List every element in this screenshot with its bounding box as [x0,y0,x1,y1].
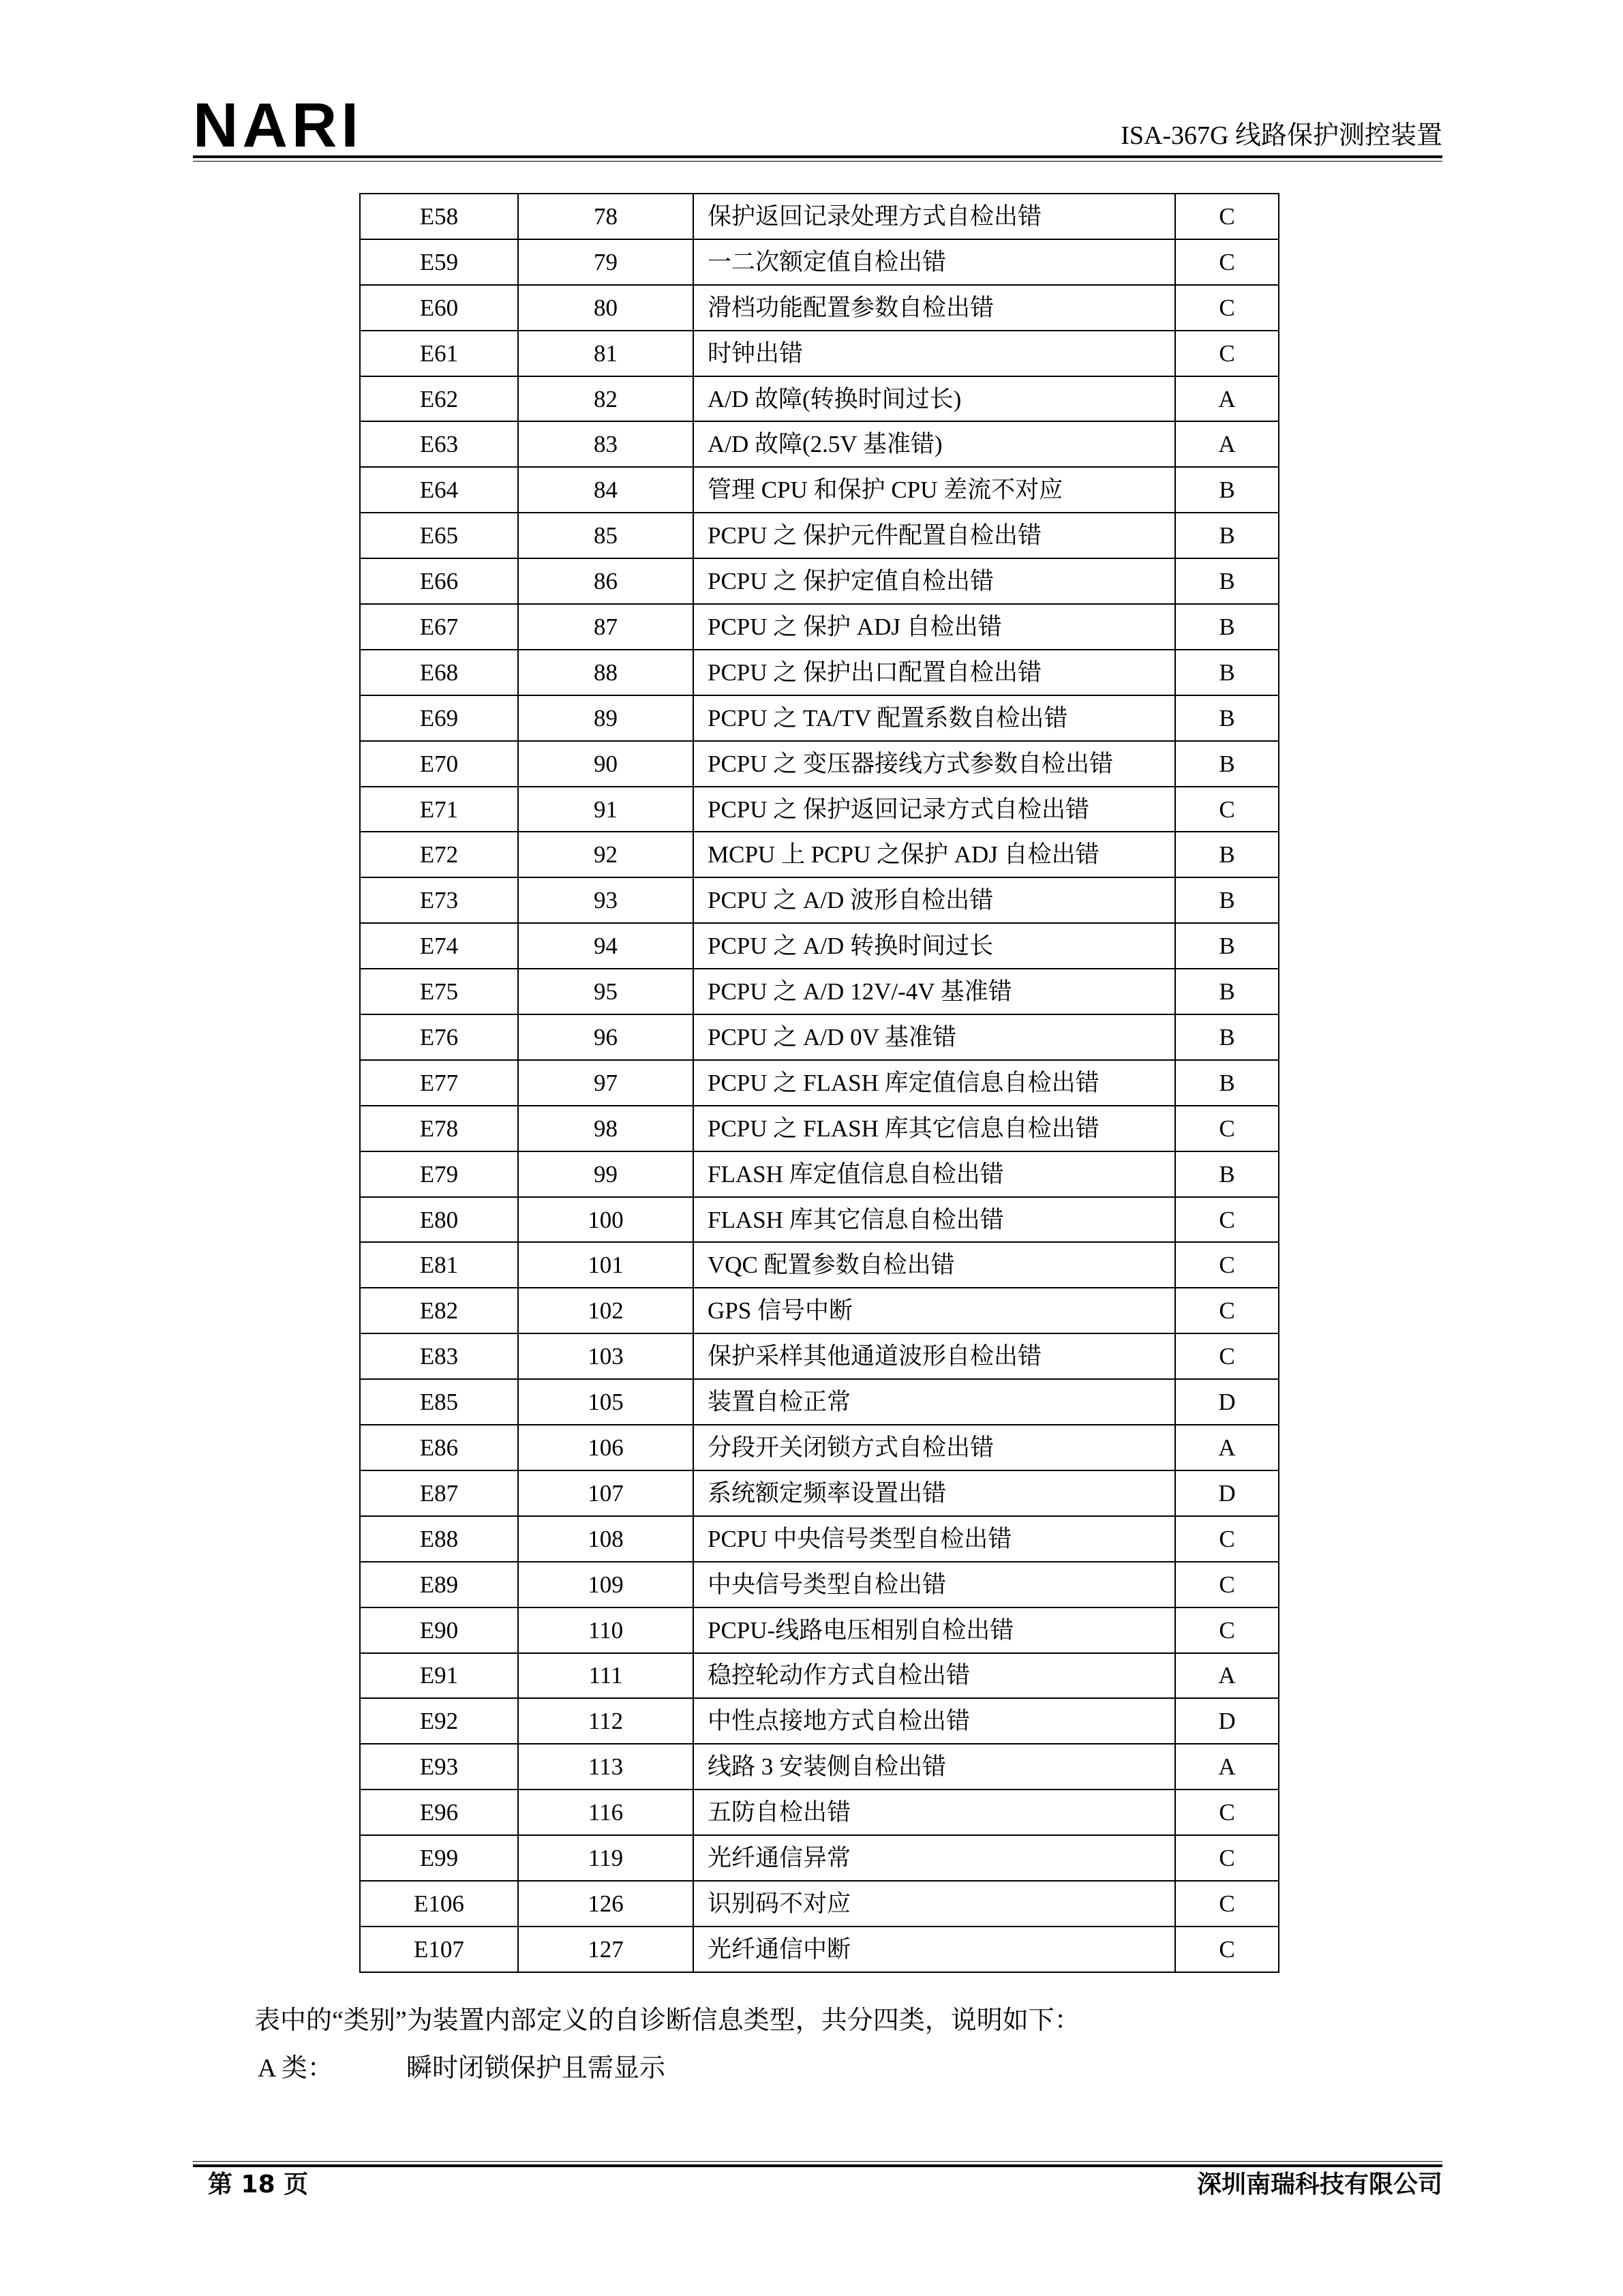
category-cell: C [1175,194,1279,239]
category-cell: C [1175,1288,1279,1333]
description-cell: 五防自检出错 [693,1789,1175,1835]
description-cell: 保护返回记录处理方式自检出错 [693,194,1175,239]
event-number-cell: 111 [518,1653,693,1699]
description-cell: GPS 信号中断 [693,1288,1175,1333]
category-cell: B [1175,604,1279,650]
description-cell: 光纤通信异常 [693,1835,1175,1881]
error-code-cell: E69 [360,695,518,741]
error-code-cell: E76 [360,1014,518,1060]
category-cell: B [1175,832,1279,877]
table-row [360,1789,1279,1835]
company-name: 深圳南瑞科技有限公司 [1196,2171,1442,2199]
description-cell: PCPU 之 A/D 波形自检出错 [693,877,1175,923]
description-cell: PCPU 之 A/D 0V 基准错 [693,1014,1175,1060]
event-number-cell: 107 [518,1470,693,1516]
table-row [360,1242,1279,1288]
category-cell: C [1175,1197,1279,1243]
event-number-cell: 78 [518,194,693,239]
category-cell: B [1175,923,1279,969]
event-number-cell: 109 [518,1562,693,1607]
description-cell: 中央信号类型自检出错 [693,1562,1175,1607]
table-row [360,194,1279,239]
category-cell: C [1175,1789,1279,1835]
event-number-cell: 127 [518,1927,693,1972]
table-row [360,1653,1279,1699]
error-code-cell: E65 [360,513,518,558]
table-row [360,1106,1279,1151]
class-a-label: A 类： [258,2054,333,2083]
description-cell: 滑档功能配置参数自检出错 [693,285,1175,331]
event-number-cell: 90 [518,741,693,787]
category-cell: B [1175,558,1279,604]
category-cell: B [1175,1151,1279,1197]
error-code-cell: E99 [360,1835,518,1881]
category-cell: C [1175,1881,1279,1927]
event-number-cell: 126 [518,1881,693,1927]
description-cell: FLASH 库定值信息自检出错 [693,1151,1175,1197]
error-code-cell: E73 [360,877,518,923]
table-row [360,1607,1279,1653]
description-cell: 保护采样其他通道波形自检出错 [693,1333,1175,1379]
event-number-cell: 82 [518,376,693,422]
error-code-cell: E92 [360,1698,518,1744]
event-number-cell: 95 [518,969,693,1014]
category-cell: C [1175,1106,1279,1151]
table-row [360,1197,1279,1243]
category-cell: C [1175,787,1279,832]
event-number-cell: 91 [518,787,693,832]
table-row [360,285,1279,331]
table-row [360,331,1279,376]
event-number-cell: 112 [518,1698,693,1744]
event-number-cell: 113 [518,1744,693,1789]
event-number-cell: 83 [518,421,693,467]
table-row [360,1835,1279,1881]
table-row [360,787,1279,832]
category-cell: C [1175,1242,1279,1288]
category-cell: B [1175,741,1279,787]
event-number-cell: 106 [518,1425,693,1470]
event-number-cell: 80 [518,285,693,331]
error-code-cell: E71 [360,787,518,832]
description-cell: FLASH 库其它信息自检出错 [693,1197,1175,1243]
event-number-cell: 87 [518,604,693,650]
description-cell: PCPU 之 保护元件配置自检出错 [693,513,1175,558]
table-row [360,1698,1279,1744]
table-row [360,1425,1279,1470]
error-code-cell: E96 [360,1789,518,1835]
category-cell: D [1175,1698,1279,1744]
category-cell: C [1175,239,1279,285]
error-code-cell: E81 [360,1242,518,1288]
description-cell: PCPU 之 变压器接线方式参数自检出错 [693,741,1175,787]
error-code-cell: E79 [360,1151,518,1197]
error-code-cell: E88 [360,1516,518,1562]
description-cell: 一二次额定值自检出错 [693,239,1175,285]
page-number: 第 18 页 [208,2171,309,2199]
error-code-cell: E91 [360,1653,518,1699]
description-cell: PCPU 之 保护返回记录方式自检出错 [693,787,1175,832]
error-code-cell: E87 [360,1470,518,1516]
error-code-cell: E80 [360,1197,518,1243]
table-row [360,604,1279,650]
description-cell: PCPU 之 A/D 12V/-4V 基准错 [693,969,1175,1014]
event-number-cell: 79 [518,239,693,285]
event-number-cell: 86 [518,558,693,604]
table-row [360,467,1279,513]
header-divider [193,155,1442,162]
table-row [360,695,1279,741]
error-code-cell: E75 [360,969,518,1014]
description-cell: PCPU 之 FLASH 库其它信息自检出错 [693,1106,1175,1151]
description-cell: A/D 故障(2.5V 基准错) [693,421,1175,467]
table-row [360,513,1279,558]
category-cell: C [1175,1835,1279,1881]
error-code-cell: E90 [360,1607,518,1653]
category-cell: C [1175,331,1279,376]
table-row [360,1333,1279,1379]
category-cell: C [1175,1333,1279,1379]
category-note: 表中的“类别”为装置内部定义的自诊断信息类型，共分四类，说明如下： [254,2006,1080,2035]
table-row [360,923,1279,969]
description-cell: PCPU-线路电压相别自检出错 [693,1607,1175,1653]
error-code-cell: E82 [360,1288,518,1333]
event-number-cell: 96 [518,1014,693,1060]
error-code-cell: E85 [360,1379,518,1425]
error-code-cell: E86 [360,1425,518,1470]
error-code-cell: E78 [360,1106,518,1151]
table-row [360,832,1279,877]
table-row [360,239,1279,285]
error-code-cell: E74 [360,923,518,969]
error-code-cell: E63 [360,421,518,467]
class-a-description [258,2055,665,2081]
event-number-cell: 116 [518,1789,693,1835]
category-cell: C [1175,1516,1279,1562]
category-cell: A [1175,1425,1279,1470]
description-cell: 稳控轮动作方式自检出错 [693,1653,1175,1699]
table-row [360,1927,1279,1972]
category-cell: D [1175,1470,1279,1516]
error-code-cell: E89 [360,1562,518,1607]
table-row [360,1288,1279,1333]
category-cell: C [1175,1562,1279,1607]
description-cell: PCPU 之 保护定值自检出错 [693,558,1175,604]
description-cell: PCPU 之 保护出口配置自检出错 [693,650,1175,695]
error-code-cell: E60 [360,285,518,331]
footer-divider [193,2161,1442,2167]
description-cell: VQC 配置参数自检出错 [693,1242,1175,1288]
error-code-cell: E107 [360,1927,518,1972]
event-number-cell: 85 [518,513,693,558]
error-code-cell: E62 [360,376,518,422]
error-code-cell: E59 [360,239,518,285]
event-number-cell: 93 [518,877,693,923]
event-number-cell: 108 [518,1516,693,1562]
event-number-cell: 105 [518,1379,693,1425]
error-code-cell: E70 [360,741,518,787]
table-row [360,1060,1279,1106]
category-cell: B [1175,650,1279,695]
error-code-cell: E58 [360,194,518,239]
category-cell: B [1175,695,1279,741]
category-cell: A [1175,1653,1279,1699]
table-row [360,1379,1279,1425]
event-number-cell: 81 [518,331,693,376]
error-code-cell: E61 [360,331,518,376]
event-number-cell: 100 [518,1197,693,1243]
table-row [360,376,1279,422]
event-number-cell: 94 [518,923,693,969]
document-title: ISA-367G 线路保护测控装置 [1121,121,1442,150]
table-row [360,558,1279,604]
category-cell: B [1175,969,1279,1014]
category-cell: A [1175,376,1279,422]
event-number-cell: 84 [518,467,693,513]
category-cell: B [1175,1060,1279,1106]
description-cell: A/D 故障(转换时间过长) [693,376,1175,422]
error-code-cell: E106 [360,1881,518,1927]
event-number-cell: 89 [518,695,693,741]
description-cell: MCPU 上 PCPU 之保护 ADJ 自检出错 [693,832,1175,877]
description-cell: PCPU 之 A/D 转换时间过长 [693,923,1175,969]
table-row [360,1744,1279,1789]
category-cell: D [1175,1379,1279,1425]
error-code-cell: E93 [360,1744,518,1789]
error-code-cell: E72 [360,832,518,877]
class-a-text: 瞬时闭锁保护且需显示 [406,2054,666,2083]
description-cell: PCPU 中央信号类型自检出错 [693,1516,1175,1562]
category-cell: B [1175,1014,1279,1060]
table-row [360,421,1279,467]
description-cell: PCPU 之 TA/TV 配置系数自检出错 [693,695,1175,741]
table-row [360,1470,1279,1516]
error-code-cell: E83 [360,1333,518,1379]
error-code-cell: E66 [360,558,518,604]
category-cell: B [1175,467,1279,513]
event-number-cell: 88 [518,650,693,695]
event-number-cell: 92 [518,832,693,877]
error-code-cell: E64 [360,467,518,513]
description-cell: PCPU 之 FLASH 库定值信息自检出错 [693,1060,1175,1106]
error-code-cell: E67 [360,604,518,650]
category-cell: A [1175,421,1279,467]
description-cell: 时钟出错 [693,331,1175,376]
table-row [360,1881,1279,1927]
error-code-cell: E68 [360,650,518,695]
event-number-cell: 99 [518,1151,693,1197]
event-number-cell: 101 [518,1242,693,1288]
nari-logo: NARI [193,91,363,160]
table-row [360,877,1279,923]
category-cell: B [1175,877,1279,923]
description-cell: 识别码不对应 [693,1881,1175,1927]
description-cell: 分段开关闭锁方式自检出错 [693,1425,1175,1470]
event-number-cell: 98 [518,1106,693,1151]
category-cell: C [1175,1927,1279,1972]
table-row [360,1562,1279,1607]
table-row [360,969,1279,1014]
description-cell: 线路 3 安装侧自检出错 [693,1744,1175,1789]
event-number-cell: 102 [518,1288,693,1333]
event-number-cell: 103 [518,1333,693,1379]
description-cell: 系统额定频率设置出错 [693,1470,1175,1516]
event-number-cell: 119 [518,1835,693,1881]
event-number-cell: 110 [518,1607,693,1653]
description-cell: 管理 CPU 和保护 CPU 差流不对应 [693,467,1175,513]
description-cell: 装置自检正常 [693,1379,1175,1425]
event-number-cell: 97 [518,1060,693,1106]
category-cell: A [1175,1744,1279,1789]
table-row [360,1014,1279,1060]
self-check-code-table [359,193,1279,1973]
description-cell: 中性点接地方式自检出错 [693,1698,1175,1744]
table-row [360,1516,1279,1562]
category-cell: B [1175,513,1279,558]
category-cell: C [1175,285,1279,331]
table-row [360,1151,1279,1197]
description-cell: 光纤通信中断 [693,1927,1175,1972]
table-row [360,650,1279,695]
table-row [360,741,1279,787]
category-cell: C [1175,1607,1279,1653]
description-cell: PCPU 之 保护 ADJ 自检出错 [693,604,1175,650]
error-code-cell: E77 [360,1060,518,1106]
